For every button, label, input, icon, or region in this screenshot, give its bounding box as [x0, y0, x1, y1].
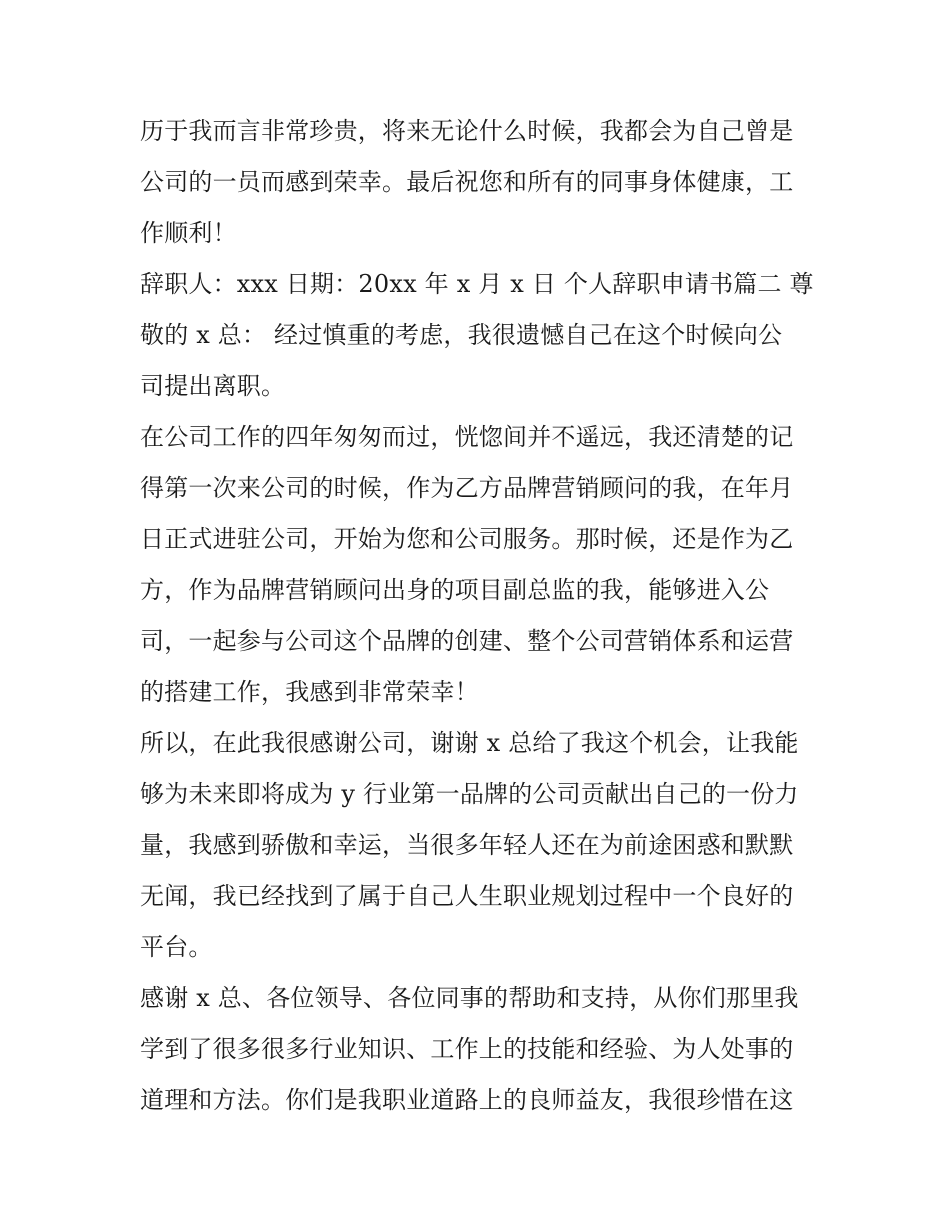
text-line: 够为未来即将成为 y 行业第一品牌的公司贡献出自己的一份力 [140, 780, 799, 808]
paragraph-signature-and-heading [140, 263, 812, 416]
paragraph-closing-remarks [140, 110, 812, 263]
text-line: 的搭建工作，我感到非常荣幸！ [140, 678, 479, 706]
document-body [140, 110, 812, 1130]
text-line: 方，作为品牌营销顾问出身的项目副总监的我，能够进入公 [140, 576, 770, 604]
text-line: 辞职人：xxx 日期：20xx 年 x 月 x 日 个人辞职申请书篇二 尊 [140, 270, 814, 298]
text-line: 日正式进驻公司，开始为您和公司服务。那时候，还是作为乙 [140, 525, 794, 553]
text-line: 所以，在此我很感谢公司，谢谢 x 总给了我这个机会，让我能 [140, 729, 799, 757]
text-line: 学到了很多很多行业知识、工作上的技能和经验、为人处事的 [140, 1035, 794, 1063]
text-line: 敬的 x 总： 经过慎重的考虑，我很遗憾自己在这个时候向公 [140, 321, 783, 349]
text-line: 平台。 [140, 933, 213, 961]
text-line: 无闻，我已经找到了属于自己人生职业规划过程中一个良好的 [140, 882, 794, 910]
paragraph-gratitude-colleagues [140, 977, 812, 1130]
text-line: 量，我感到骄傲和幸运，当很多年轻人还在为前途困惑和默默 [140, 831, 794, 859]
text-line: 道理和方法。你们是我职业道路上的良师益友，我很珍惜在这 [140, 1086, 794, 1114]
text-line: 感谢 x 总、各位领导、各位同事的帮助和支持，从你们那里我 [140, 984, 799, 1012]
text-line: 司提出离职。 [140, 372, 286, 400]
text-line: 司，一起参与公司这个品牌的创建、整个公司营销体系和运营 [140, 627, 794, 655]
text-line: 得第一次来公司的时候，作为乙方品牌营销顾问的我，在年月 [140, 474, 794, 502]
text-line: 历于我而言非常珍贵，将来无论什么时候，我都会为自己曾是 [140, 117, 794, 145]
text-line: 在公司工作的四年匆匆而过，恍惚间并不遥远，我还清楚的记 [140, 423, 794, 451]
paragraph-gratitude-company [140, 722, 812, 977]
text-line: 作顺利！ [140, 219, 237, 247]
paragraph-work-history [140, 416, 812, 722]
text-line: 公司的一员而感到荣幸。最后祝您和所有的同事身体健康，工 [140, 168, 794, 196]
